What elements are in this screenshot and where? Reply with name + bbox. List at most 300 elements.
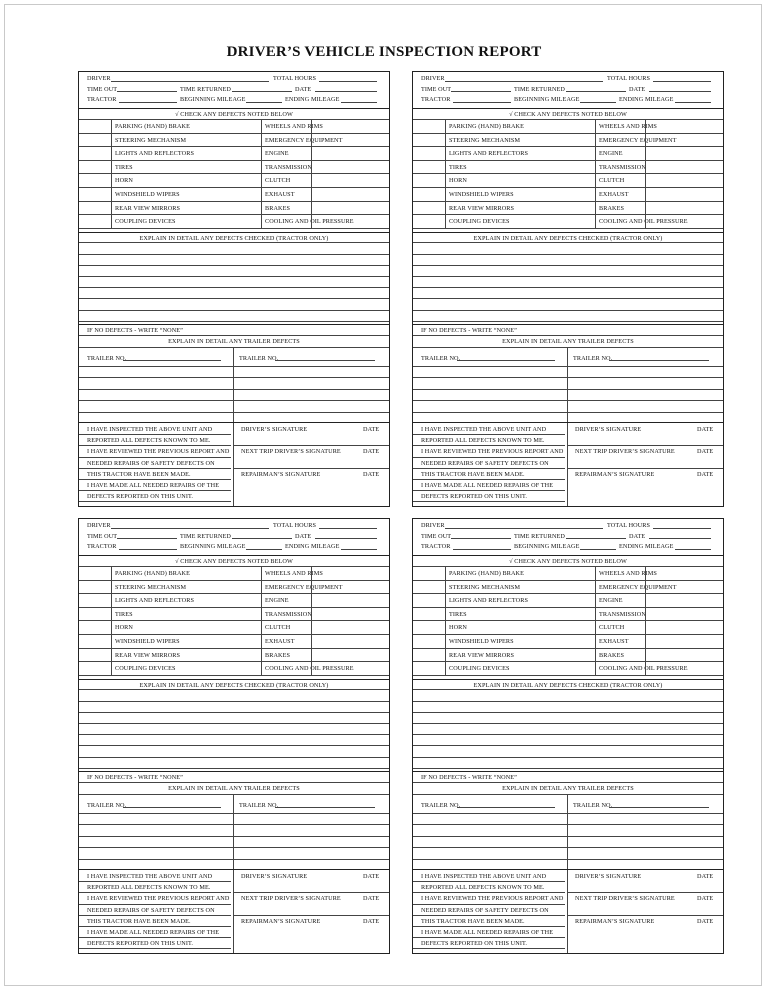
defect-item[interactable]: EXHAUST <box>265 638 295 645</box>
defect-item[interactable]: COOLING AND OIL PRESSURE <box>265 218 354 226</box>
certification-section <box>413 422 723 507</box>
defect-item[interactable]: CLUTCH <box>265 624 291 632</box>
header-line-time <box>413 533 723 544</box>
trailer-section <box>413 771 723 870</box>
beginning-mileage-label: BEGINNING MILEAGE <box>180 96 246 103</box>
inspection-form-tl <box>78 71 390 507</box>
defect-item[interactable]: WHEELS AND RIMS <box>599 570 657 577</box>
defects-checklist <box>413 555 723 680</box>
defect-item[interactable]: REAR VIEW MIRRORS <box>115 204 181 212</box>
beginning-mileage-label: BEGINNING MILEAGE <box>514 96 580 103</box>
signature-date-label[interactable]: DATE <box>697 426 714 433</box>
defect-item[interactable]: STEERING MECHANISM <box>449 583 521 591</box>
write-line[interactable] <box>413 298 723 299</box>
no-defects-note: IF NO DEFECTS - WRITE “NONE” <box>87 327 184 334</box>
defect-item[interactable]: EMERGENCY EQUIPMENT <box>265 136 343 144</box>
tractor-field[interactable] <box>119 96 177 103</box>
write-line[interactable] <box>413 242 723 243</box>
defect-item[interactable]: EMERGENCY EQUIPMENT <box>599 136 677 144</box>
driver-field[interactable] <box>111 522 269 529</box>
write-line[interactable] <box>79 768 389 769</box>
total-hours-field[interactable] <box>653 522 711 529</box>
defect-item[interactable]: COUPLING DEVICES <box>449 218 510 226</box>
write-line[interactable] <box>79 265 389 266</box>
explain-trailer-heading: EXPLAIN IN DETAIL ANY TRAILER DEFECTS <box>502 785 634 792</box>
trailer-no-field[interactable] <box>275 354 375 361</box>
total-hours-field[interactable] <box>653 75 711 82</box>
defect-item[interactable]: PARKING (HAND) BRAKE <box>449 123 524 130</box>
defect-item[interactable]: EMERGENCY EQUIPMENT <box>265 583 343 591</box>
write-line[interactable] <box>413 321 723 322</box>
defect-item[interactable]: TIRES <box>115 610 133 618</box>
defect-item[interactable]: EXHAUST <box>599 638 629 645</box>
trailer-no-field[interactable] <box>457 801 555 808</box>
signature-date-label[interactable]: DATE <box>363 895 380 903</box>
tractor-field[interactable] <box>119 543 177 550</box>
defect-item[interactable]: REAR VIEW MIRRORS <box>449 204 515 212</box>
defect-item[interactable]: PARKING (HAND) BRAKE <box>115 123 190 130</box>
date-label: DATE <box>295 85 312 93</box>
defect-row <box>413 146 723 161</box>
write-line[interactable] <box>79 701 389 702</box>
statement-row <box>413 937 565 949</box>
beginning-mileage-field[interactable] <box>246 543 282 550</box>
certification-statement: REPORTED ALL DEFECTS KNOWN TO ME. <box>421 437 545 445</box>
defect-row <box>413 133 723 148</box>
signature-label[interactable]: NEXT TRIP DRIVER’S SIGNATURE <box>575 895 675 903</box>
write-line[interactable] <box>413 847 723 848</box>
defect-item[interactable]: BRAKES <box>265 651 291 659</box>
signature-label[interactable]: REPAIRMAN’S SIGNATURE <box>241 470 321 478</box>
certification-statement: NEEDED REPAIRS OF SAFETY DEFECTS ON <box>421 459 549 467</box>
defect-row <box>79 173 389 188</box>
certification-statement: DEFECTS REPORTED ON THIS UNIT. <box>421 493 528 501</box>
tractor-defects-explain <box>79 232 389 325</box>
form-header <box>413 75 723 108</box>
trailer-no-field[interactable] <box>275 801 375 808</box>
defect-row <box>79 580 389 595</box>
certification-statement: REPORTED ALL DEFECTS KNOWN TO ME. <box>87 437 211 445</box>
write-line[interactable] <box>413 734 723 735</box>
defect-row <box>413 593 723 608</box>
defect-item[interactable]: LIGHTS AND REFLECTORS <box>115 150 194 158</box>
defect-item[interactable]: TIRES <box>449 163 467 171</box>
beginning-mileage-label: BEGINNING MILEAGE <box>514 543 580 550</box>
defect-item[interactable]: EMERGENCY EQUIPMENT <box>599 583 677 591</box>
write-line[interactable] <box>413 689 723 690</box>
defect-item[interactable]: TIRES <box>115 163 133 171</box>
certification-section <box>79 422 389 507</box>
signature-label[interactable]: REPAIRMAN’S SIGNATURE <box>241 917 321 925</box>
certification-statement: I HAVE REVIEWED THE PREVIOUS REPORT AND <box>87 448 230 456</box>
write-line[interactable] <box>413 265 723 266</box>
ending-mileage-label: ENDING MILEAGE <box>285 543 340 550</box>
time-out-label: TIME OUT <box>421 532 452 540</box>
write-line[interactable] <box>79 412 389 413</box>
driver-field[interactable] <box>445 522 603 529</box>
defect-item[interactable]: WINDSHIELD WIPERS <box>115 191 180 198</box>
time-returned-field[interactable] <box>232 533 292 540</box>
write-line[interactable] <box>79 824 389 825</box>
defect-row <box>413 661 723 676</box>
defect-item[interactable]: CLUTCH <box>265 177 291 185</box>
checkbox-column-divider <box>595 566 596 675</box>
defect-item[interactable]: TIRES <box>449 610 467 618</box>
tractor-label: TRACTOR <box>421 543 451 550</box>
defect-item[interactable]: BRAKES <box>265 204 291 212</box>
defect-row <box>413 160 723 175</box>
certification-statement: I HAVE MADE ALL NEEDED REPAIRS OF THE <box>421 929 554 936</box>
defect-item[interactable]: CLUTCH <box>599 177 625 185</box>
defect-item[interactable]: LIGHTS AND REFLECTORS <box>449 150 528 158</box>
date-label: DATE <box>295 532 312 540</box>
form-header <box>79 522 389 555</box>
write-line[interactable] <box>79 389 389 390</box>
defect-row <box>79 634 389 649</box>
signature-date-label[interactable]: DATE <box>697 470 714 478</box>
header-line-tractor <box>79 96 389 107</box>
signature-column-divider <box>567 423 568 507</box>
trailer-no-field[interactable] <box>609 354 709 361</box>
date-field[interactable] <box>315 86 377 93</box>
signature-column-divider <box>233 870 234 954</box>
form-header <box>79 75 389 108</box>
write-line[interactable] <box>79 847 389 848</box>
signature-label[interactable]: REPAIRMAN’S SIGNATURE <box>575 470 655 478</box>
defect-item[interactable]: STEERING MECHANISM <box>449 136 521 144</box>
trailer-column-divider <box>233 794 234 870</box>
certification-statement: I HAVE INSPECTED THE ABOVE UNIT AND <box>87 873 213 880</box>
driver-label: DRIVER <box>87 522 111 529</box>
ending-mileage-field[interactable] <box>675 96 711 103</box>
defect-item[interactable]: COUPLING DEVICES <box>115 665 176 673</box>
defect-item[interactable]: WHEELS AND RIMS <box>599 123 657 130</box>
defect-item[interactable]: ENGINE <box>265 150 289 158</box>
certification-statement: I HAVE MADE ALL NEEDED REPAIRS OF THE <box>87 482 220 489</box>
write-line[interactable] <box>413 712 723 713</box>
signature-date-label[interactable]: DATE <box>697 895 714 903</box>
defect-row <box>413 634 723 649</box>
driver-field[interactable] <box>445 75 603 82</box>
driver-field[interactable] <box>111 75 269 82</box>
certification-statement: THIS TRACTOR HAVE BEEN MADE. <box>421 470 525 478</box>
signature-date-label[interactable]: DATE <box>363 917 380 925</box>
header-line-time <box>79 533 389 544</box>
write-line[interactable] <box>79 377 389 378</box>
write-line[interactable] <box>413 723 723 724</box>
certification-statement: THIS TRACTOR HAVE BEEN MADE. <box>87 470 191 478</box>
beginning-mileage-field[interactable] <box>580 96 616 103</box>
write-line[interactable] <box>79 745 389 746</box>
write-line[interactable] <box>413 412 723 413</box>
trailer-section <box>79 771 389 870</box>
write-line[interactable] <box>79 859 389 860</box>
defect-item[interactable]: COOLING AND OIL PRESSURE <box>599 218 688 226</box>
driver-label: DRIVER <box>421 522 445 529</box>
total-hours-label: TOTAL HOURS <box>607 522 651 529</box>
defect-item[interactable]: COOLING AND OIL PRESSURE <box>599 665 688 673</box>
ending-mileage-field[interactable] <box>341 96 377 103</box>
explain-trailer-heading: EXPLAIN IN DETAIL ANY TRAILER DEFECTS <box>168 338 300 345</box>
signature-label[interactable]: NEXT TRIP DRIVER’S SIGNATURE <box>241 448 341 456</box>
driver-label: DRIVER <box>421 75 445 82</box>
signature-row <box>233 445 389 468</box>
defect-item[interactable]: TRANSMISSION <box>599 163 646 171</box>
date-label: DATE <box>629 85 646 93</box>
header-line-time <box>413 86 723 97</box>
defect-row <box>79 146 389 161</box>
total-hours-field[interactable] <box>319 522 377 529</box>
defect-row <box>413 620 723 635</box>
defect-item[interactable]: HORN <box>115 624 133 632</box>
signature-date-label[interactable]: DATE <box>363 448 380 456</box>
trailer-no-field[interactable] <box>609 801 709 808</box>
defect-row <box>413 566 723 581</box>
date-field[interactable] <box>315 533 377 540</box>
defect-row <box>413 201 723 216</box>
time-out-field[interactable] <box>451 86 511 93</box>
defect-item[interactable]: TRANSMISSION <box>599 610 646 618</box>
write-line[interactable] <box>79 254 389 255</box>
write-line[interactable] <box>413 377 723 378</box>
write-line[interactable] <box>79 321 389 322</box>
write-line[interactable] <box>413 701 723 702</box>
defect-row <box>413 580 723 595</box>
write-line[interactable] <box>413 366 723 367</box>
write-line[interactable] <box>413 389 723 390</box>
write-line[interactable] <box>79 298 389 299</box>
write-line[interactable] <box>79 310 389 311</box>
signature-date-label[interactable]: DATE <box>363 426 380 433</box>
defect-row <box>79 119 389 134</box>
signature-row <box>233 423 389 446</box>
date-label: DATE <box>629 532 646 540</box>
date-field[interactable] <box>649 533 711 540</box>
checkbox-column-divider <box>595 119 596 228</box>
ending-mileage-field[interactable] <box>675 543 711 550</box>
defect-item[interactable]: ENGINE <box>599 150 623 158</box>
statement-row <box>79 490 231 502</box>
time-out-field[interactable] <box>117 86 177 93</box>
write-line[interactable] <box>413 768 723 769</box>
tractor-field[interactable] <box>453 543 511 550</box>
defect-item[interactable]: REAR VIEW MIRRORS <box>115 651 181 659</box>
defect-item[interactable]: COOLING AND OIL PRESSURE <box>265 665 354 673</box>
signature-date-label[interactable]: DATE <box>363 470 380 478</box>
form-header <box>413 522 723 555</box>
signature-label[interactable]: REPAIRMAN’S SIGNATURE <box>575 917 655 925</box>
tractor-field[interactable] <box>453 96 511 103</box>
defect-item[interactable]: COUPLING DEVICES <box>115 218 176 226</box>
time-out-field[interactable] <box>451 533 511 540</box>
ending-mileage-label: ENDING MILEAGE <box>619 543 674 550</box>
driver-label: DRIVER <box>87 75 111 82</box>
write-line[interactable] <box>79 276 389 277</box>
defect-item[interactable]: HORN <box>115 177 133 185</box>
write-line[interactable] <box>79 366 389 367</box>
statement-row <box>79 937 231 949</box>
signature-label[interactable]: NEXT TRIP DRIVER’S SIGNATURE <box>241 895 341 903</box>
certification-statement: I HAVE MADE ALL NEEDED REPAIRS OF THE <box>421 482 554 489</box>
defect-item[interactable]: BRAKES <box>599 204 625 212</box>
defect-item[interactable]: COUPLING DEVICES <box>449 665 510 673</box>
tractor-label: TRACTOR <box>421 96 451 103</box>
signature-label[interactable]: DRIVER’S SIGNATURE <box>575 426 642 433</box>
defects-checklist <box>79 555 389 680</box>
write-line[interactable] <box>413 859 723 860</box>
certification-statement: REPORTED ALL DEFECTS KNOWN TO ME. <box>87 884 211 892</box>
defect-item[interactable]: LIGHTS AND REFLECTORS <box>449 597 528 605</box>
header-line-driver <box>79 522 389 533</box>
signature-date-label[interactable]: DATE <box>697 448 714 456</box>
defect-row <box>79 133 389 148</box>
total-hours-label: TOTAL HOURS <box>273 75 317 82</box>
trailer-no-field[interactable] <box>457 354 555 361</box>
trailer-no-field[interactable] <box>123 354 221 361</box>
header-line-driver <box>79 75 389 86</box>
checkbox-column-divider <box>645 566 646 675</box>
write-line[interactable] <box>79 712 389 713</box>
signature-date-label[interactable]: DATE <box>697 873 714 880</box>
header-line-tractor <box>79 543 389 554</box>
signature-date-label[interactable]: DATE <box>697 917 714 925</box>
write-line[interactable] <box>413 310 723 311</box>
beginning-mileage-field[interactable] <box>580 543 616 550</box>
defect-item[interactable]: TRANSMISSION <box>265 610 312 618</box>
trailer-no-label: TRAILER NO. <box>573 802 613 809</box>
defect-item[interactable]: EXHAUST <box>599 191 629 198</box>
signature-date-label[interactable]: DATE <box>363 873 380 880</box>
defect-row <box>413 607 723 622</box>
write-line[interactable] <box>79 813 389 814</box>
write-line[interactable] <box>413 836 723 837</box>
time-out-field[interactable] <box>117 533 177 540</box>
trailer-heading-row <box>79 772 389 795</box>
defect-row <box>79 593 389 608</box>
trailer-no-label: TRAILER NO. <box>87 802 127 809</box>
write-line[interactable] <box>79 287 389 288</box>
write-line[interactable] <box>79 242 389 243</box>
tractor-defects-explain <box>79 679 389 772</box>
defect-item[interactable]: WINDSHIELD WIPERS <box>115 638 180 645</box>
time-returned-field[interactable] <box>232 86 292 93</box>
signature-label[interactable]: DRIVER’S SIGNATURE <box>241 426 308 433</box>
defect-item[interactable]: REAR VIEW MIRRORS <box>449 651 515 659</box>
checkbox-column-divider <box>311 566 312 675</box>
write-line[interactable] <box>413 287 723 288</box>
certification-statement: I HAVE INSPECTED THE ABOVE UNIT AND <box>421 426 547 433</box>
time-returned-field[interactable] <box>566 86 626 93</box>
defect-row <box>413 187 723 202</box>
time-returned-label: TIME RETURNED <box>514 532 565 540</box>
trailer-column-divider <box>567 794 568 870</box>
beginning-mileage-field[interactable] <box>246 96 282 103</box>
write-line[interactable] <box>79 723 389 724</box>
write-line[interactable] <box>413 400 723 401</box>
write-line[interactable] <box>413 757 723 758</box>
defect-item[interactable]: PARKING (HAND) BRAKE <box>115 570 190 577</box>
defect-row <box>413 173 723 188</box>
write-line[interactable] <box>413 813 723 814</box>
signature-row <box>567 445 723 468</box>
certification-statement: I HAVE REVIEWED THE PREVIOUS REPORT AND <box>421 895 564 903</box>
defect-item[interactable]: WHEELS AND RIMS <box>265 123 323 130</box>
defect-item[interactable]: PARKING (HAND) BRAKE <box>449 570 524 577</box>
defect-item[interactable]: ENGINE <box>599 597 623 605</box>
trailer-no-label: TRAILER NO. <box>573 355 613 362</box>
signature-label[interactable]: DRIVER’S SIGNATURE <box>241 873 308 880</box>
trailer-no-field[interactable] <box>123 801 221 808</box>
time-returned-label: TIME RETURNED <box>180 532 231 540</box>
tractor-defects-explain <box>413 679 723 772</box>
certification-statement: THIS TRACTOR HAVE BEEN MADE. <box>87 917 191 925</box>
defect-item[interactable]: TRANSMISSION <box>265 163 312 171</box>
ending-mileage-label: ENDING MILEAGE <box>285 96 340 103</box>
write-line[interactable] <box>413 824 723 825</box>
write-line[interactable] <box>413 745 723 746</box>
header-line-driver <box>413 75 723 86</box>
signature-label[interactable]: NEXT TRIP DRIVER’S SIGNATURE <box>575 448 675 456</box>
certification-section <box>413 869 723 954</box>
check-defects-heading: √ CHECK ANY DEFECTS NOTED BELOW <box>175 558 293 565</box>
defect-item[interactable]: WINDSHIELD WIPERS <box>449 638 514 645</box>
certification-statement: I HAVE REVIEWED THE PREVIOUS REPORT AND <box>87 895 230 903</box>
signature-column-divider <box>567 870 568 954</box>
write-line[interactable] <box>79 689 389 690</box>
trailer-no-label: TRAILER NO. <box>421 802 461 809</box>
explain-trailer-heading: EXPLAIN IN DETAIL ANY TRAILER DEFECTS <box>168 785 300 792</box>
defect-item[interactable]: BRAKES <box>599 651 625 659</box>
ending-mileage-field[interactable] <box>341 543 377 550</box>
signature-label[interactable]: DRIVER’S SIGNATURE <box>575 873 642 880</box>
write-line[interactable] <box>79 734 389 735</box>
write-line[interactable] <box>79 757 389 758</box>
defect-item[interactable]: WINDSHIELD WIPERS <box>449 191 514 198</box>
defect-item[interactable]: LIGHTS AND REFLECTORS <box>115 597 194 605</box>
write-line[interactable] <box>413 276 723 277</box>
total-hours-field[interactable] <box>319 75 377 82</box>
explain-tractor-heading: EXPLAIN IN DETAIL ANY DEFECTS CHECKED (TRACTOR ONLY) <box>473 682 663 689</box>
tractor-label: TRACTOR <box>87 543 117 550</box>
date-field[interactable] <box>649 86 711 93</box>
defect-row <box>413 214 723 229</box>
write-line[interactable] <box>79 836 389 837</box>
write-line[interactable] <box>79 400 389 401</box>
write-line[interactable] <box>413 254 723 255</box>
defect-row <box>413 119 723 134</box>
certification-statement: THIS TRACTOR HAVE BEEN MADE. <box>421 917 525 925</box>
defect-item[interactable]: HORN <box>449 624 467 632</box>
certification-statement: I HAVE INSPECTED THE ABOVE UNIT AND <box>87 426 213 433</box>
no-defects-note: IF NO DEFECTS - WRITE “NONE” <box>87 774 184 781</box>
certification-statement: REPORTED ALL DEFECTS KNOWN TO ME. <box>421 884 545 892</box>
header-line-tractor <box>413 543 723 554</box>
checkbox-column-divider <box>111 566 112 675</box>
defect-item[interactable]: ENGINE <box>265 597 289 605</box>
trailer-no-label: TRAILER NO. <box>239 802 279 809</box>
checkbox-column-divider <box>261 119 262 228</box>
defect-item[interactable]: HORN <box>449 177 467 185</box>
defect-item[interactable]: WHEELS AND RIMS <box>265 570 323 577</box>
tractor-defects-explain <box>413 232 723 325</box>
defect-item[interactable]: STEERING MECHANISM <box>115 136 187 144</box>
defect-item[interactable]: CLUTCH <box>599 624 625 632</box>
defect-item[interactable]: EXHAUST <box>265 191 295 198</box>
defect-item[interactable]: STEERING MECHANISM <box>115 583 187 591</box>
time-returned-field[interactable] <box>566 533 626 540</box>
inspection-form-br <box>412 518 724 954</box>
signature-row <box>567 423 723 446</box>
